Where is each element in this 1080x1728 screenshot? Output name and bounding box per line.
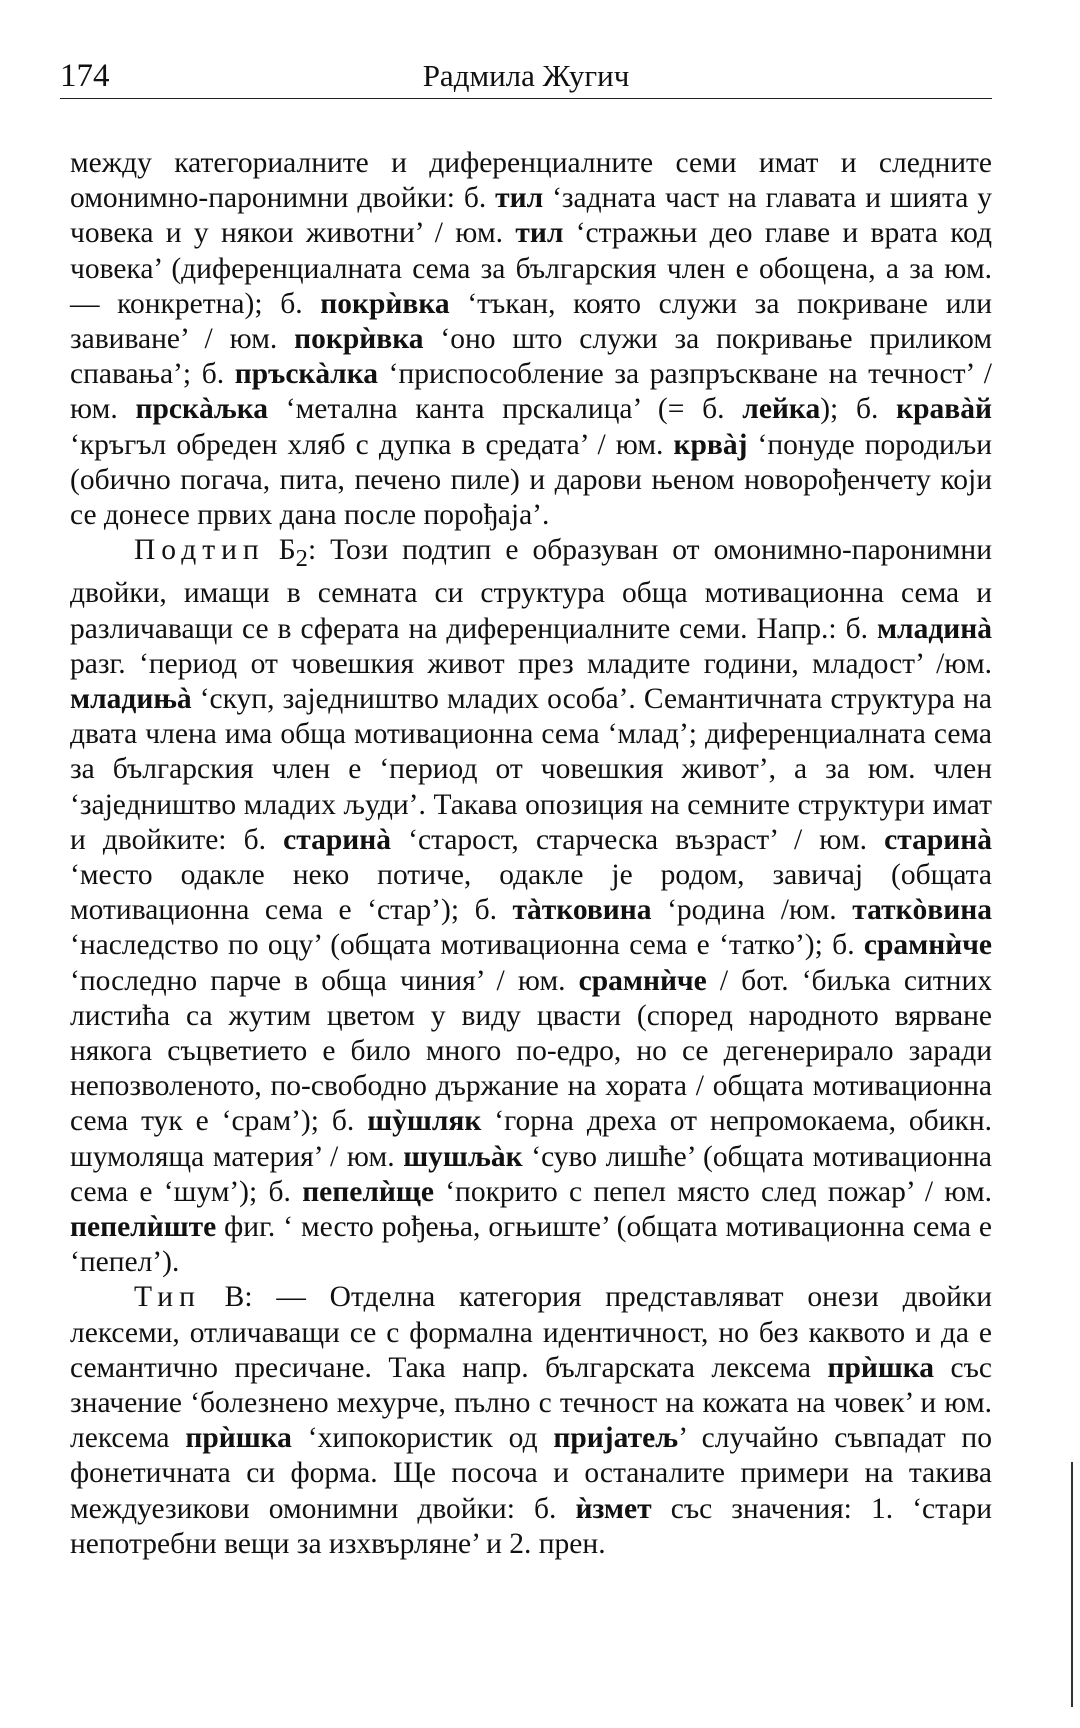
headword: прскàљка [135, 393, 269, 426]
headword: срамнѝче [578, 964, 707, 997]
headword: ѝзмет [575, 1492, 652, 1525]
margin-line [1071, 1462, 1073, 1707]
headword: таткòвина [852, 894, 992, 927]
headword: покрѝвка [294, 323, 424, 356]
headword: старинà [884, 823, 992, 856]
paragraph-3: Тип В: — Отделна категория представляват онези двойки лексеми, отличаващи се с формална идентичност, но без каквото и да е семантично пресичане. Така напр. българската лексема прѝшка със значение ‘болезнено мехурче, пълно с течност на кожата на човек’ и юм. лексема прѝшка ‘хипокористик од пријатељ’ случайно съвпадат по фонетичната си форма. Ще посоча и останалите примери на такива междуезикови омонимни двойки: б. ѝзмет със значения: 1. ‘стари непотребни вещи за изхвърляне’ и 2. прен. [70, 1281, 992, 1560]
headword: старинà [283, 823, 392, 856]
headword: пепелѝще [302, 1175, 434, 1208]
headword: шỳшляк [367, 1105, 482, 1138]
headword: младинà [876, 612, 992, 645]
headword: лейка [742, 393, 821, 426]
headword: срамнѝче [863, 929, 992, 962]
headword: тàтковина [512, 894, 652, 927]
headword: прѝшка [827, 1351, 935, 1384]
headword: тил [495, 182, 544, 215]
headword: кравàй [896, 393, 992, 426]
paragraph-1: между категориалните и диференциалните семи имат и следните омонимно-паронимни двойки: б. тил ‘задната част на главата и шията у човека и у някои животни’ / юм. тил ‘стражњи део главе и врата код човека’ (диференциалната сема за българския член е обощена, а за юм. — конкретна); б. покрѝвка ‘тъкан, която служи за покриване или завиване’ / юм. покрѝвка ‘оно што служи за покривање приликом спавања’; б. пръскàлка ‘приспособление за разпръскване на течност’ / юм. прскàљка ‘метална канта прскалица’ (= б. лейка); б. кравàй ‘кръгъл обреден хляб с дупка в средата’ / юм. крвàј ‘понуде породиљи (обично погача, пита, печено пиле) и дарови њеном новорођенчету који се донесе првих дана после порођаја’. [70, 147, 992, 532]
subtype-label: Подтип [134, 534, 265, 567]
headword: тил [515, 217, 564, 250]
type-label: Тип [134, 1281, 201, 1314]
running-title: Радмила Жугич [422, 58, 630, 93]
headword: младињà [70, 682, 192, 715]
page-number: 174 [60, 58, 110, 94]
headword: крвàј [673, 428, 748, 461]
headword: пръскàлка [234, 358, 379, 391]
headword: шушљàк [403, 1140, 523, 1173]
body-text [70, 146, 992, 1562]
headword: пријатељ [553, 1422, 679, 1455]
headword: пепелѝште [70, 1210, 217, 1243]
page-header [60, 56, 992, 99]
paragraph-2: Подтип $Б_2$: Този подтип е образуван от омонимно-паронимни двойки, имащи в семната си структура обща мотивационна сема и различаващи се в сферата на диференциалните семи. Напр.: б. младинà разг. ‘период от човешкия живот през младите години, младост’ /юм. младињà ‘скуп, заједништво младих особа’. Семантичната структура на двата члена има обща мотивационна сема ‘млад’; диференциалната сема за българския член е ‘период от човешкия живот’, а за юм. член ‘заједништво младих људи’. Такава опозиция на семните структури имат и двойките: б. старинà ‘старост, старческа възраст’ / юм. старинà ‘место одакле неко потиче, одакле је родом, завичај (общата мотивационна сема е ‘стар’); б. тàтковина ‘родина /юм. таткòвина ‘наследство по оцу’ (общата мотивационна сема е ‘татко’); б. срамнѝче ‘последно парче в обща чиния’ / юм. срамнѝче / бот. ‘биљка ситних листића са жутим цветом у виду цвасти (според народното вярване някога съцветието е било много по-едро, но се дегенерирало заради непозволеното, по-свободно държание на хората / общата мотивационна сема тук е ‘срам’); б. шỳшляк ‘горна дреха от непромокаема, обикн. шумоляща материя’ / юм. шушљàк ‘суво лишће’ (общата мотивационна сема е ‘шум’); б. пепелѝще ‘покрито с пепел място след пожар’ / юм. пепелѝште фиг. ‘ место рођења, огњиште’ (общата мотивационна сема е ‘пепел’). [70, 534, 992, 1279]
headword: покрѝвка [320, 287, 450, 320]
headword: прѝшка [185, 1422, 292, 1455]
